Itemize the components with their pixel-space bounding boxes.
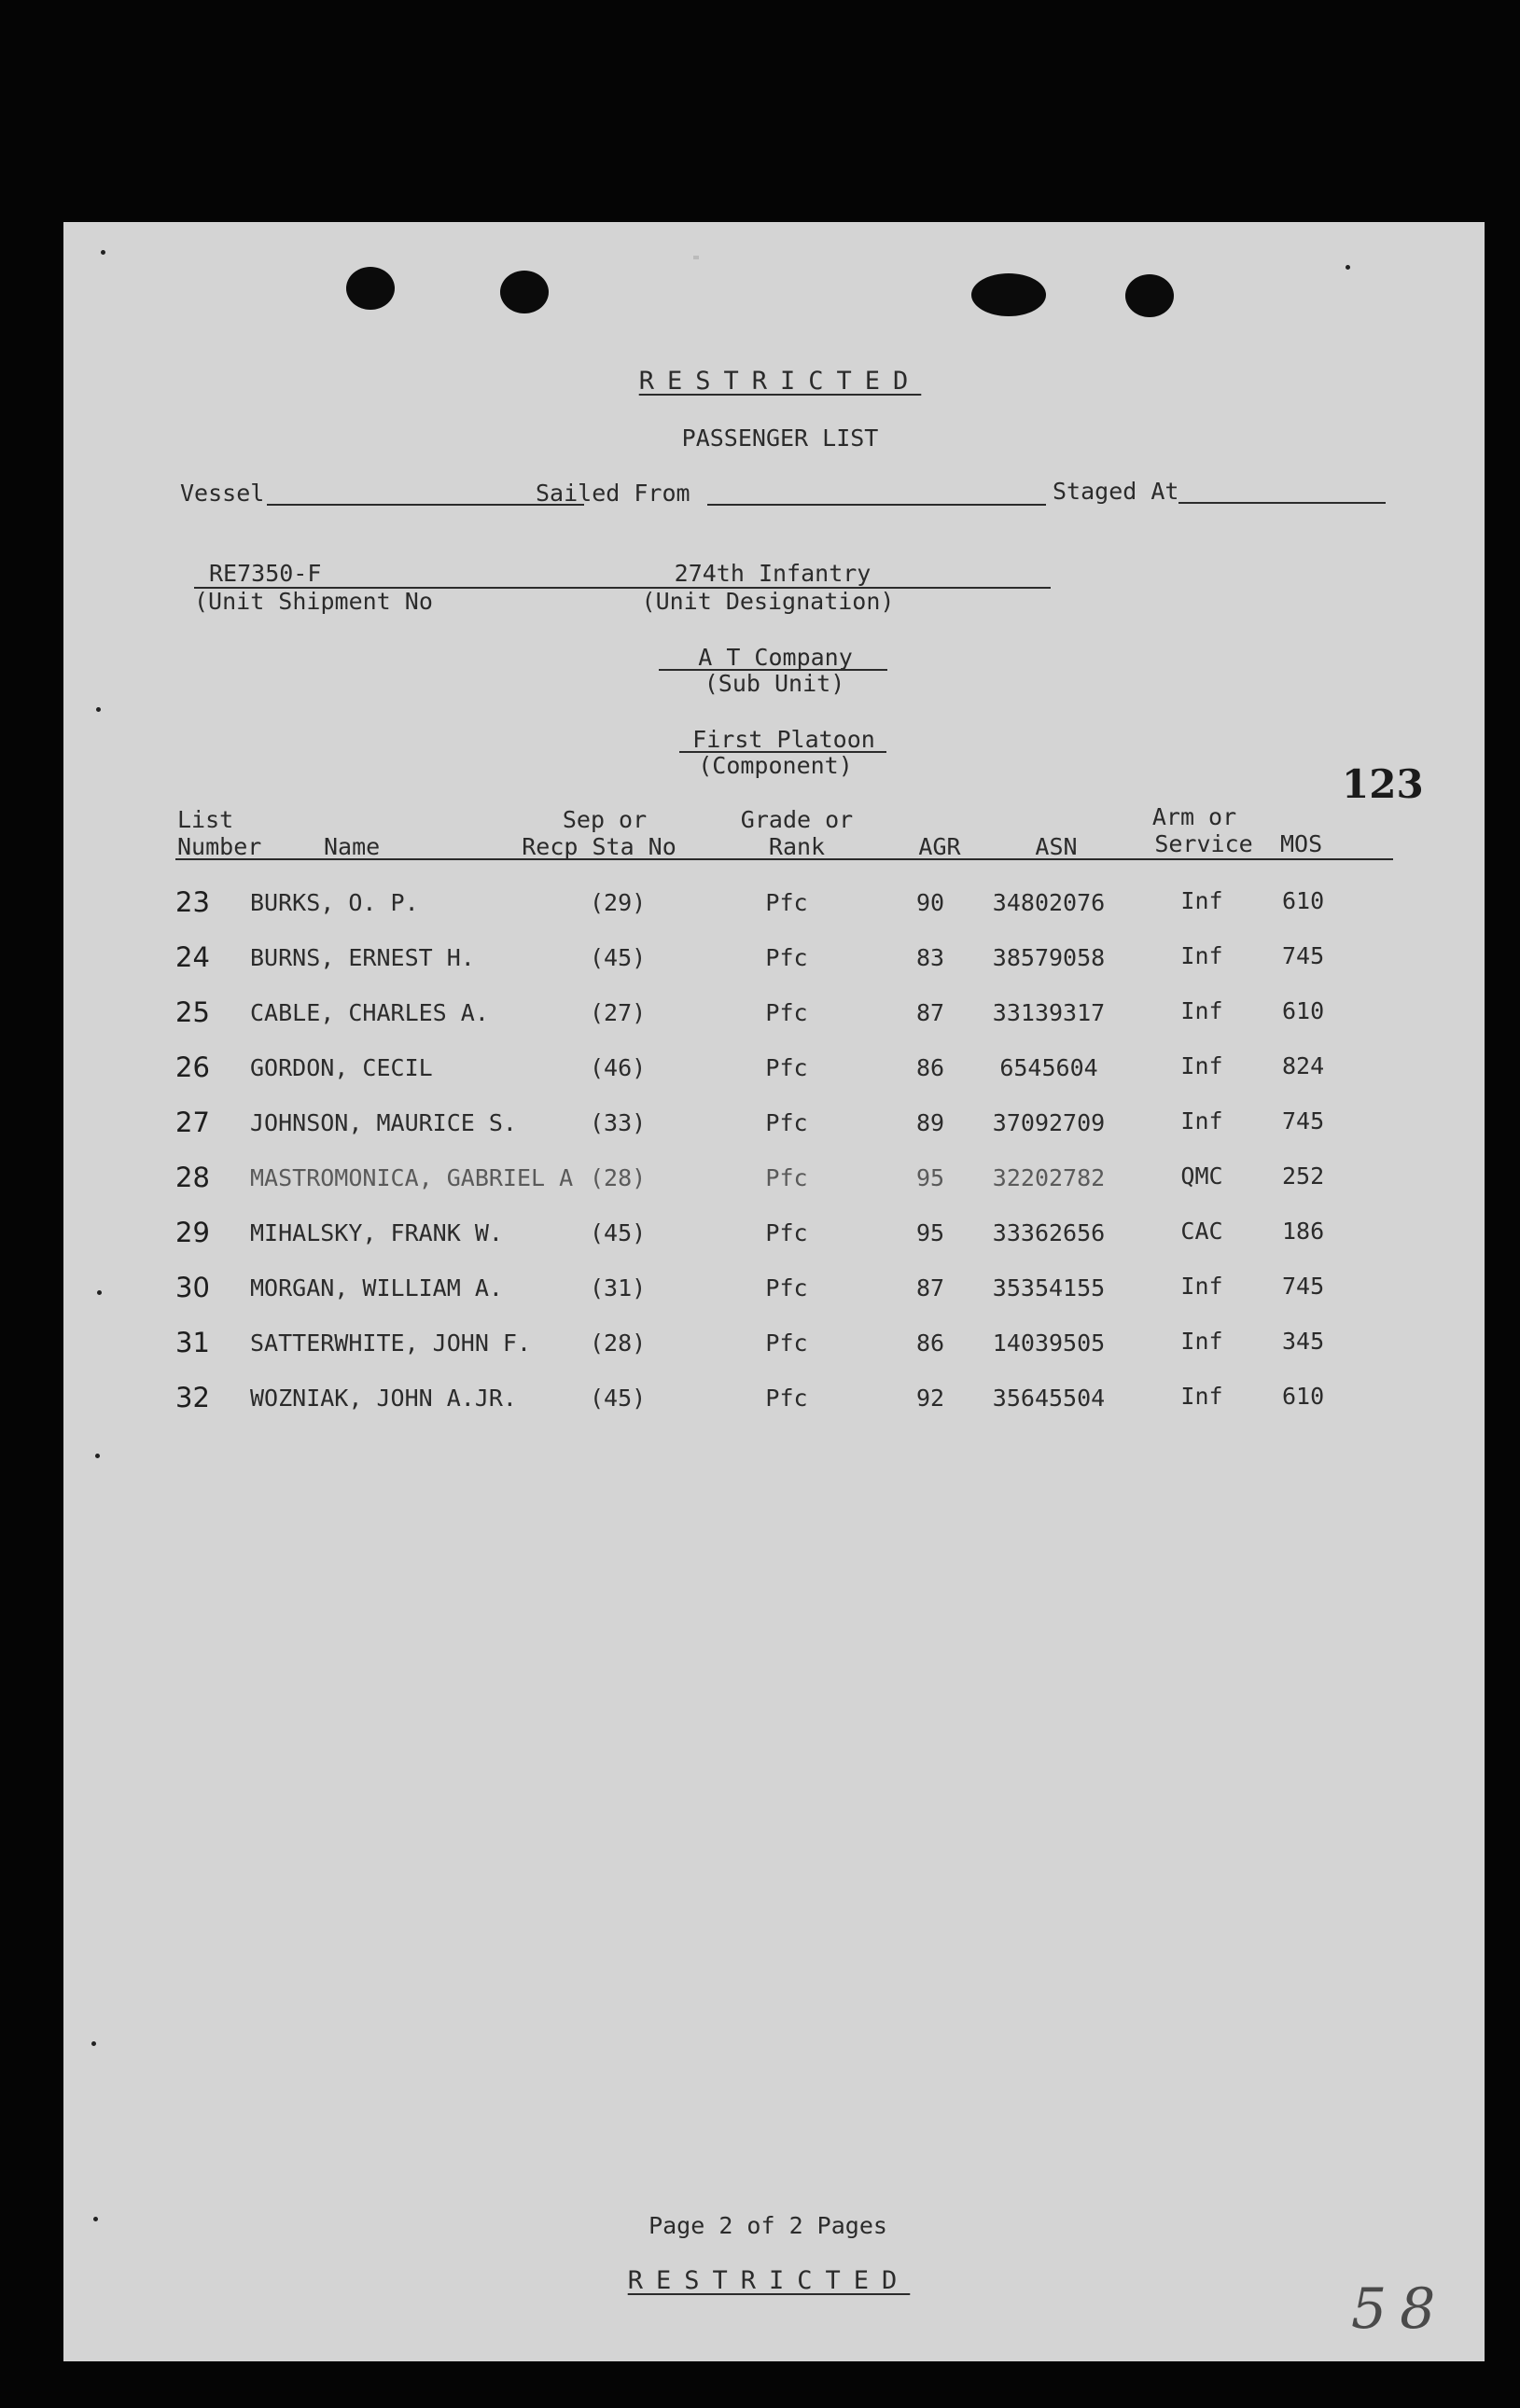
row-mos: 610 — [1282, 887, 1325, 914]
row-list-number: 28 — [175, 1162, 210, 1193]
vessel-label: Vessel — [180, 480, 265, 507]
row-asn: 32202782 — [992, 1164, 1106, 1191]
row-grade: Pfc — [765, 1054, 808, 1081]
row-agr: 83 — [915, 944, 945, 971]
speck — [97, 1290, 102, 1295]
row-station: (46) — [590, 1054, 647, 1081]
unit-shipment-number: RE7350-F — [209, 560, 322, 587]
col-agr: AGR — [918, 833, 961, 860]
row-mos: 824 — [1282, 1052, 1325, 1079]
row-asn: 14039505 — [992, 1329, 1106, 1357]
row-list-number: 23 — [175, 886, 210, 918]
restricted-footer: RESTRICTED — [627, 2266, 911, 2295]
row-agr: 95 — [915, 1219, 945, 1246]
row-station: (45) — [590, 944, 647, 971]
row-arm: Inf — [1180, 1383, 1223, 1410]
page-stamp-number: 123 — [1342, 761, 1424, 807]
row-station: (31) — [590, 1274, 647, 1301]
row-list-number: 24 — [175, 941, 210, 973]
speck — [93, 2217, 98, 2221]
row-grade: Pfc — [765, 944, 808, 971]
row-agr: 86 — [915, 1329, 945, 1357]
sailed-from-blank — [707, 504, 1046, 506]
row-name: CABLE, CHARLES A. — [250, 999, 489, 1026]
row-name: MORGAN, WILLIAM A. — [250, 1274, 503, 1301]
row-asn: 34802076 — [992, 889, 1106, 916]
row-asn: 35645504 — [992, 1385, 1106, 1412]
row-mos: 745 — [1282, 942, 1325, 969]
punch-hole — [500, 271, 549, 313]
page-count: Page 2 of 2 Pages — [648, 2212, 887, 2239]
header-underline — [175, 858, 1393, 860]
row-arm: CAC — [1180, 1218, 1223, 1245]
row-arm: QMC — [1180, 1162, 1223, 1190]
row-name: GORDON, CECIL — [250, 1054, 433, 1081]
row-list-number: 25 — [175, 996, 210, 1028]
unit-designation-caption: (Unit Designation) — [641, 588, 895, 615]
row-name: SATTERWHITE, JOHN F. — [250, 1329, 532, 1357]
row-mos: 745 — [1282, 1107, 1325, 1134]
row-grade: Pfc — [765, 1329, 808, 1357]
row-name: JOHNSON, MAURICE S. — [250, 1109, 517, 1136]
punch-hole — [1125, 274, 1174, 317]
row-name: BURKS, O. P. — [250, 889, 419, 916]
row-agr: 87 — [915, 1274, 945, 1301]
row-mos: 252 — [1282, 1162, 1325, 1190]
col-sep-line2: Recp Sta No — [522, 833, 676, 860]
unit-shipment-caption: (Unit Shipment No — [194, 588, 433, 615]
row-grade: Pfc — [765, 1274, 808, 1301]
row-list-number: 32 — [175, 1382, 210, 1413]
speck — [1346, 265, 1350, 270]
row-list-number: 27 — [175, 1107, 210, 1138]
sub-unit: A T Company — [698, 644, 853, 671]
row-agr: 89 — [915, 1109, 945, 1136]
col-list-number-line2: Number — [177, 833, 262, 860]
row-station: (45) — [590, 1219, 647, 1246]
row-asn: 37092709 — [992, 1109, 1106, 1136]
col-asn: ASN — [1035, 833, 1078, 860]
restricted-heading: RESTRICTED — [638, 367, 922, 396]
speck — [91, 2041, 96, 2046]
row-grade: Pfc — [765, 1164, 808, 1191]
row-agr: 86 — [915, 1054, 945, 1081]
row-arm: Inf — [1180, 997, 1223, 1024]
row-grade: Pfc — [765, 1219, 808, 1246]
row-arm: Inf — [1180, 1273, 1223, 1300]
row-asn: 38579058 — [992, 944, 1106, 971]
col-list-number-line1: List — [177, 806, 234, 833]
punch-hole — [346, 267, 395, 310]
row-list-number: 31 — [175, 1327, 210, 1358]
speck — [96, 707, 101, 712]
row-grade: Pfc — [765, 889, 808, 916]
row-station: (27) — [590, 999, 647, 1026]
scan-mark — [693, 256, 699, 259]
row-grade: Pfc — [765, 1109, 808, 1136]
row-arm: Inf — [1180, 1107, 1223, 1134]
sub-unit-caption: (Sub Unit) — [704, 670, 845, 697]
row-mos: 610 — [1282, 1383, 1325, 1410]
row-agr: 92 — [915, 1385, 945, 1412]
unit-designation: 274th Infantry — [674, 560, 872, 587]
row-station: (28) — [590, 1329, 647, 1357]
component-caption: (Component) — [698, 752, 853, 779]
col-grade-line2: Rank — [768, 833, 826, 860]
row-mos: 745 — [1282, 1273, 1325, 1300]
row-arm: Inf — [1180, 1052, 1223, 1079]
row-grade: Pfc — [765, 999, 808, 1026]
speck — [95, 1454, 100, 1458]
row-arm: Inf — [1180, 1328, 1223, 1355]
row-name: MASTROMONICA, GABRIEL A — [250, 1164, 574, 1191]
row-agr: 87 — [915, 999, 945, 1026]
row-arm: Inf — [1180, 942, 1223, 969]
row-list-number: 29 — [175, 1217, 210, 1248]
staged-at-label: Staged At — [1053, 478, 1179, 505]
staged-at-blank — [1178, 502, 1386, 504]
row-name: BURNS, ERNEST H. — [250, 944, 475, 971]
row-station: (45) — [590, 1385, 647, 1412]
col-grade-line1: Grade or — [740, 806, 854, 833]
row-station: (29) — [590, 889, 647, 916]
sailed-from-label: Sailed From — [536, 480, 690, 507]
row-arm: Inf — [1180, 887, 1223, 914]
row-agr: 95 — [915, 1164, 945, 1191]
row-list-number: 30 — [175, 1272, 210, 1303]
row-station: (28) — [590, 1164, 647, 1191]
component: First Platoon — [692, 726, 875, 753]
col-sep-line1: Sep or — [562, 806, 648, 833]
col-arm-line1: Arm or — [1151, 803, 1237, 830]
row-grade: Pfc — [765, 1385, 808, 1412]
col-name: Name — [324, 833, 381, 860]
row-name: WOZNIAK, JOHN A.JR. — [250, 1385, 517, 1412]
row-mos: 186 — [1282, 1218, 1325, 1245]
row-asn: 35354155 — [992, 1274, 1106, 1301]
row-asn: 33362656 — [992, 1219, 1106, 1246]
col-mos: MOS — [1280, 830, 1323, 857]
row-mos: 345 — [1282, 1328, 1325, 1355]
handwritten-note: 58 — [1351, 2276, 1449, 2342]
row-name: MIHALSKY, FRANK W. — [250, 1219, 503, 1246]
row-agr: 90 — [915, 889, 945, 916]
speck — [101, 250, 105, 255]
row-asn: 33139317 — [992, 999, 1106, 1026]
row-mos: 610 — [1282, 997, 1325, 1024]
row-list-number: 26 — [175, 1051, 210, 1083]
punch-hole — [971, 273, 1046, 316]
row-asn: 6545604 — [999, 1054, 1098, 1081]
col-arm-line2: Service — [1154, 830, 1253, 857]
passenger-list-page — [63, 222, 1485, 2361]
row-station: (33) — [590, 1109, 647, 1136]
document-title: PASSENGER LIST — [681, 425, 879, 452]
